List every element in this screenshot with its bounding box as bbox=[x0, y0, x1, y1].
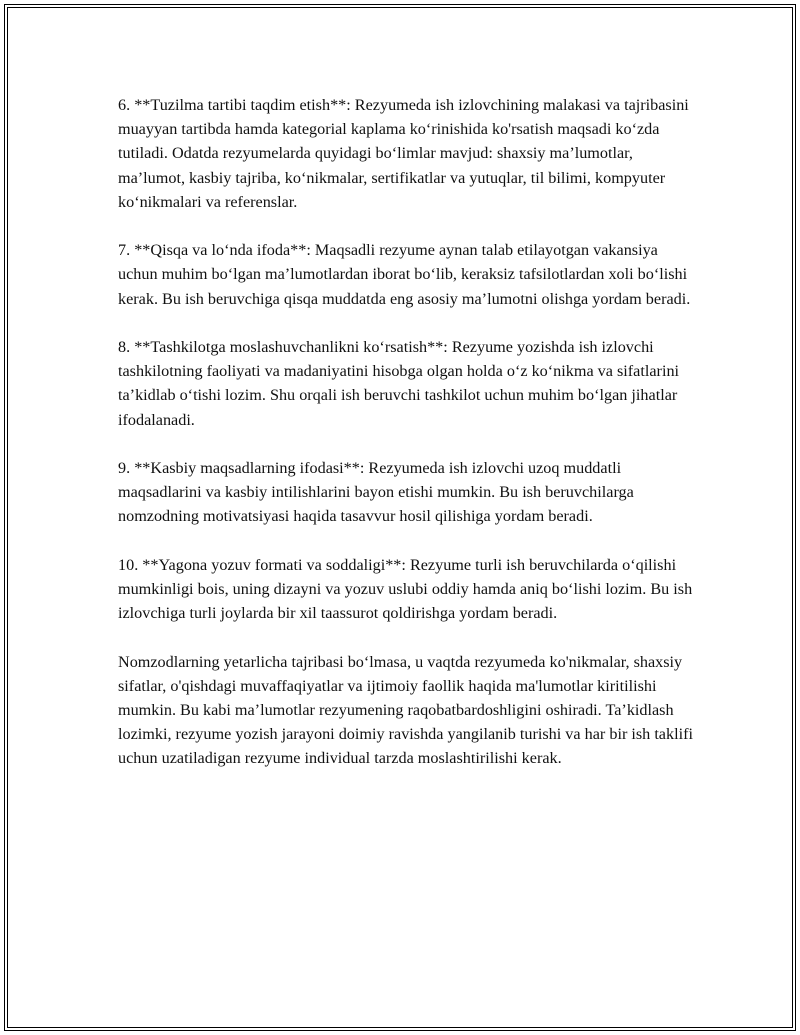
paragraph-conclusion: Nomzodlarning yetarlicha tajribasi bo‘lmasa, u vaqtda rezyumeda ko'nikmalar, shaxsiy sifatlar, o'qishdagi muvaffaqiyatlar va ijtimoiy faollik haqida ma'lumotlar kiritilishi mumkin. Bu kabi ma’lumotlar rezyumening raqobatbardoshligini oshiradi. Ta’kidlash lozimki, rezyume yozish jarayoni doimiy ravishda yangilanib turishi va har bir ish taklifi uchun uzatiladigan rezyume individual tarzda moslashtirilishi kerak. bbox=[118, 652, 693, 768]
paragraph-structure-order: 6. **Tuzilma tartibi taqdim etish**: Rezyumeda ish izlovchining malakasi va tajribasini muayyan tartibda hamda kategorial kaplama ko‘rinishida ko'rsatish maqsadi ko‘zda tutiladi. Odatda rezyumelarda quyidagi bo‘limlar mavjud: shaxsiy ma’lumotlar, ma’lumot, kasbiy tajriba, ko‘nikmalar, sertifikatlar va yutuqlar, til bilimi, kompyuter ko‘nikmalari va referenslar. bbox=[118, 96, 689, 211]
paragraph-organization-adaptability: 8. **Tashkilotga moslashuvchanlikni ko‘rsatish**: Rezyume yozishda ish izlovchi tashkilotning faoliyati va madaniyatini hisobga olgan holda o‘z ko‘nikma va sifatlarini ta’kidlab o‘tishi lozim. Shu orqali ish beruvchi tashkilot uchun muhim bo‘lgan jihatlar ifodalanadi. bbox=[118, 338, 680, 429]
paragraph-uniform-format: 10. **Yagona yozuv formati va soddaligi**: Rezyume turli ish beruvchilarda o‘qilishi mumkinligi bois, uning dizayni va yozuv uslubi oddiy hamda aniq bo‘lishi lozim. Bu ish izlovchiga turli joylarda bir xil taassurot qoldirishga yordam beradi. bbox=[118, 555, 693, 623]
paragraph-career-goals: 9. **Kasbiy maqsadlarning ifodasi**: Rezyumeda ish izlovchi uzoq muddatli maqsadlarini va kasbiy intilishlarini bayon etishi mumkin. Bu ish beruvchilarga nomzodning motivatsiyasi haqida tasavvur hosil qilishiga yordam beradi. bbox=[118, 459, 634, 526]
paragraph-concise-expression: 7. **Qisqa va lo‘nda ifoda**: Maqsadli rezyume aynan talab etilayotgan vakansiya uchun muhim bo‘lgan ma’lumotlardan iborat bo‘lib, keraksiz tafsilotlardan xoli bo‘lishi kerak. Bu ish beruvchiga qisqa muddatda eng asosiy ma’lumotni olishga yordam beradi. bbox=[118, 241, 691, 308]
document-body bbox=[118, 93, 698, 795]
